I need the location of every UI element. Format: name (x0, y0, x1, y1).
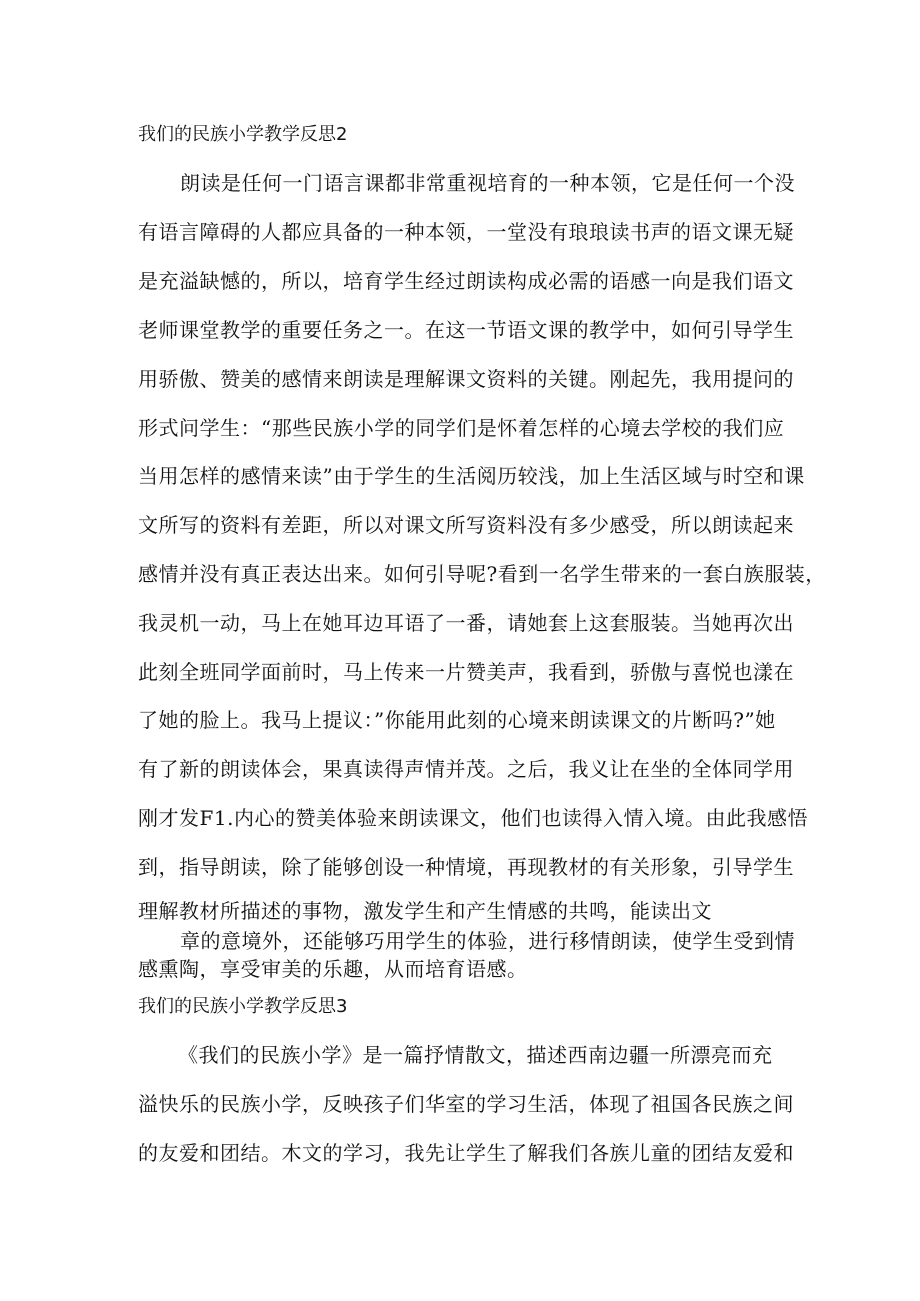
paragraph-line: 感熏陶，享受审美的乐趣，从而培育语感。 (138, 957, 528, 981)
paragraph-line: 刚才发F1.内心的赞美体验来朗读课文，他们也读得入情入境。由此我感悟 (138, 806, 808, 830)
paragraph-line: 溢快乐的民族小学，反映孩子们华室的学习生活，体现了祖国各民族之间 (138, 1092, 794, 1116)
paragraph-line: 老师课堂教学的重要任务之一。在这一节语文课的教学中，如何引导学生 (138, 318, 794, 342)
paragraph-line: 用骄傲、赞美的感情来朗读是理解课文资料的关键。刚起先，我用提问的 (138, 367, 794, 391)
section-title-3: 我们的民族小学教学反思3 (138, 996, 348, 1017)
paragraph-line: 有了新的朗读体会，果真读得声情并茂。之后，我义让在坐的全体同学用 (138, 757, 794, 781)
paragraph-line: 有语言障碍的人都应具备的一种本领，一堂没有琅琅读书声的语文课无疑 (138, 220, 794, 244)
paragraph-line: 文所写的资料有差距，所以对课文所写资料没有多少感受，所以朗读起来 (138, 513, 794, 537)
paragraph-line: 是充溢缺憾的，所以，培育学生经过朗读构成必需的语感一向是我们语文 (138, 269, 794, 293)
paragraph-line: 感情并没有真正表达出来。如何引导呢?看到一名学生带来的一套白族服装， (138, 562, 826, 586)
paragraph-line: 了她的脸上。我马上提议：”你能用此刻的心境来朗读课文的片断吗?”她 (138, 708, 776, 732)
paragraph-line: 此刻全班同学面前时，马上传来一片赞美声，我看到，骄傲与喜悦也漾在 (138, 660, 794, 684)
paragraph-line: 朗读是任何一门语言课都非常重视培育的一种本领，它是任何一个没 (180, 171, 795, 195)
paragraph-line: 形式问学生：“那些民族小学的同学们是怀着怎样的心境去学校的我们应 (138, 416, 785, 440)
paragraph-line: 当用怎样的感情来读”由于学生的生活阅历较浅，加上生活区域与时空和课 (138, 464, 805, 488)
section-title-2: 我们的民族小学教学反思2 (138, 124, 348, 145)
paragraph-line: 理解教材所描述的事物，激发学生和产生情感的共鸣，能读出文 (138, 899, 712, 923)
paragraph-line: 我灵机一动，马上在她耳边耳语了一番，请她套上这套服装。当她再次出 (138, 611, 794, 635)
paragraph-line: 《我们的民族小学》是一篇抒情散文，描述西南边疆一所漂亮而充 (178, 1043, 773, 1067)
paragraph-line: 的友爱和团结。木文的学习，我先让学生了解我们各族儿童的团结友爱和 (138, 1141, 794, 1165)
paragraph-line: 到，指导朗读，除了能够创设一种情境，再现教材的有关形象，引导学生 (138, 855, 794, 879)
paragraph-line: 章的意境外，还能够巧用学生的体验，进行移情朗读，使学生受到情 (180, 929, 795, 953)
